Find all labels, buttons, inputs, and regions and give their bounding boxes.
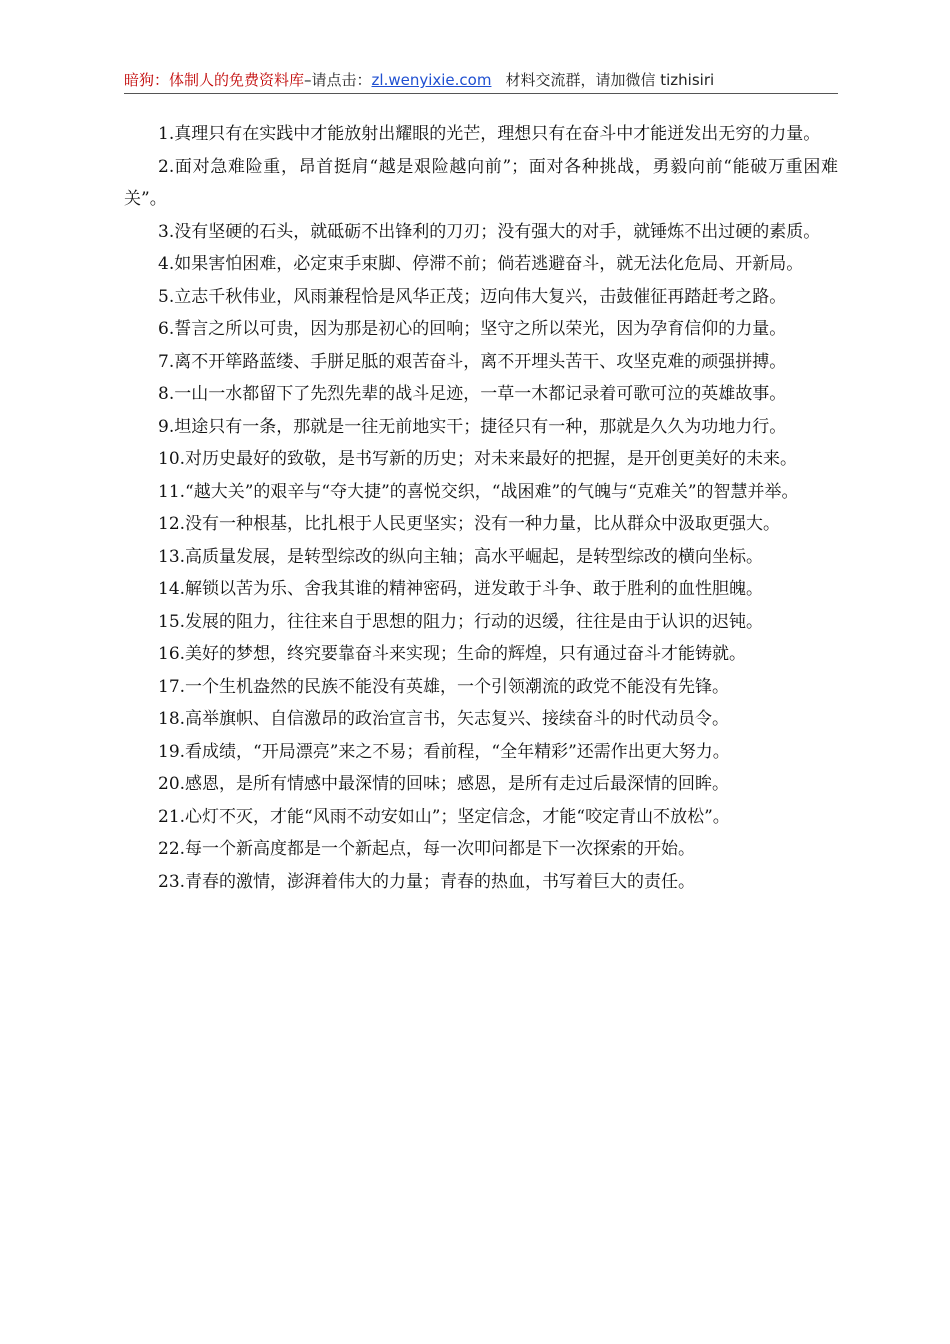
list-item: 1.真理只有在实践中才能放射出耀眼的光芒，理想只有在奋斗中才能迸发出无穷的力量。 <box>158 124 821 144</box>
list-item: 23.青春的激情，澎湃着伟大的力量；青春的热血，书写着巨大的责任。 <box>158 871 696 892</box>
list-item: 18.高举旗帜、自信激昂的政治宣言书，矢志复兴、接续奋斗的时代动员令。 <box>158 709 730 729</box>
list-item: 7.离不开筚路蓝缕、手胼足胝的艰苦奋斗，离不开埋头苦干、攻坚克难的顽强拼搏。 <box>158 351 787 372</box>
list-item: 12.没有一种根基，比扎根于人民更坚实；没有一种力量，比从群众中汲取更强大。 <box>158 514 781 534</box>
list-item: 8.一山一水都留下了先烈先辈的战斗足迹，一草一木都记录着可歌可泣的英雄故事。 <box>158 384 787 404</box>
list-item: 2.面对急难险重，昂首挺肩“越是艰险越向前”；面对各种挑战，勇毅向前“能破万重困难关”。 <box>124 156 838 209</box>
header-group-info: 材料交流群，请加微信 tizhisiri <box>505 71 715 89</box>
header-link[interactable]: zl.wenyixie.com <box>371 71 492 89</box>
list-item: 21.心灯不灭，才能“风雨不动安如山”；坚定信念，才能“咬定青山不放松”。 <box>158 806 730 827</box>
list-item: 22.每一个新高度都是一个新起点，每一次叩问都是下一次探索的开始。 <box>158 839 696 859</box>
list-item: 15.发展的阻力，往往来自于思想的阻力；行动的迟缓，往往是由于认识的迟钝。 <box>158 611 764 632</box>
header-brand: 暗狗：体制人的免费资料库 <box>124 71 305 89</box>
list-item: 4.如果害怕困难，必定束手束脚、停滞不前；倘若逃避奋斗，就无法化危局、开新局。 <box>158 254 804 274</box>
list-item: 11.“越大关”的艰辛与“夺大捷”的喜悦交织，“战困难”的气魄与“克难关”的智慧并举。 <box>158 481 799 502</box>
list-item: 19.看成绩，“开局漂亮”来之不易；看前程，“全年精彩”还需作出更大努力。 <box>158 741 730 762</box>
list-item: 10.对历史最好的致敬，是书写新的历史；对未来最好的把握，是开创更美好的未来。 <box>158 449 798 469</box>
header-prompt: –请点击： <box>304 71 372 89</box>
list-item: 13.高质量发展，是转型综改的纵向主轴；高水平崛起，是转型综改的横向坐标。 <box>158 546 764 567</box>
list-item: 6.誓言之所以可贵，因为那是初心的回响；坚守之所以荣光，因为孕育信仰的力量。 <box>158 319 787 339</box>
list-item: 20.感恩，是所有情感中最深情的回味；感恩，是所有走过后最深情的回眸。 <box>158 774 730 794</box>
document-body <box>124 118 838 898</box>
list-item: 9.坦途只有一条，那就是一往无前地实干；捷径只有一种，那就是久久为功地力行。 <box>158 416 787 437</box>
list-item: 16.美好的梦想，终究要靠奋斗来实现；生命的辉煌，只有通过奋斗才能铸就。 <box>158 644 747 664</box>
list-item: 14.解锁以苦为乐、舍我其谁的精神密码，迸发敢于斗争、敢于胜利的血性胆魄。 <box>158 579 764 599</box>
list-item: 17.一个生机盎然的民族不能没有英雄，一个引领潮流的政党不能没有先锋。 <box>158 676 730 697</box>
header-divider <box>124 93 838 94</box>
list-item: 5.立志千秋伟业，风雨兼程恰是风华正茂；迈向伟大复兴，击鼓催征再踏赶考之路。 <box>158 286 787 307</box>
list-item: 3.没有坚硬的石头，就砥砺不出锋利的刀刃；没有强大的对手，就锤炼不出过硬的素质。 <box>158 221 821 242</box>
